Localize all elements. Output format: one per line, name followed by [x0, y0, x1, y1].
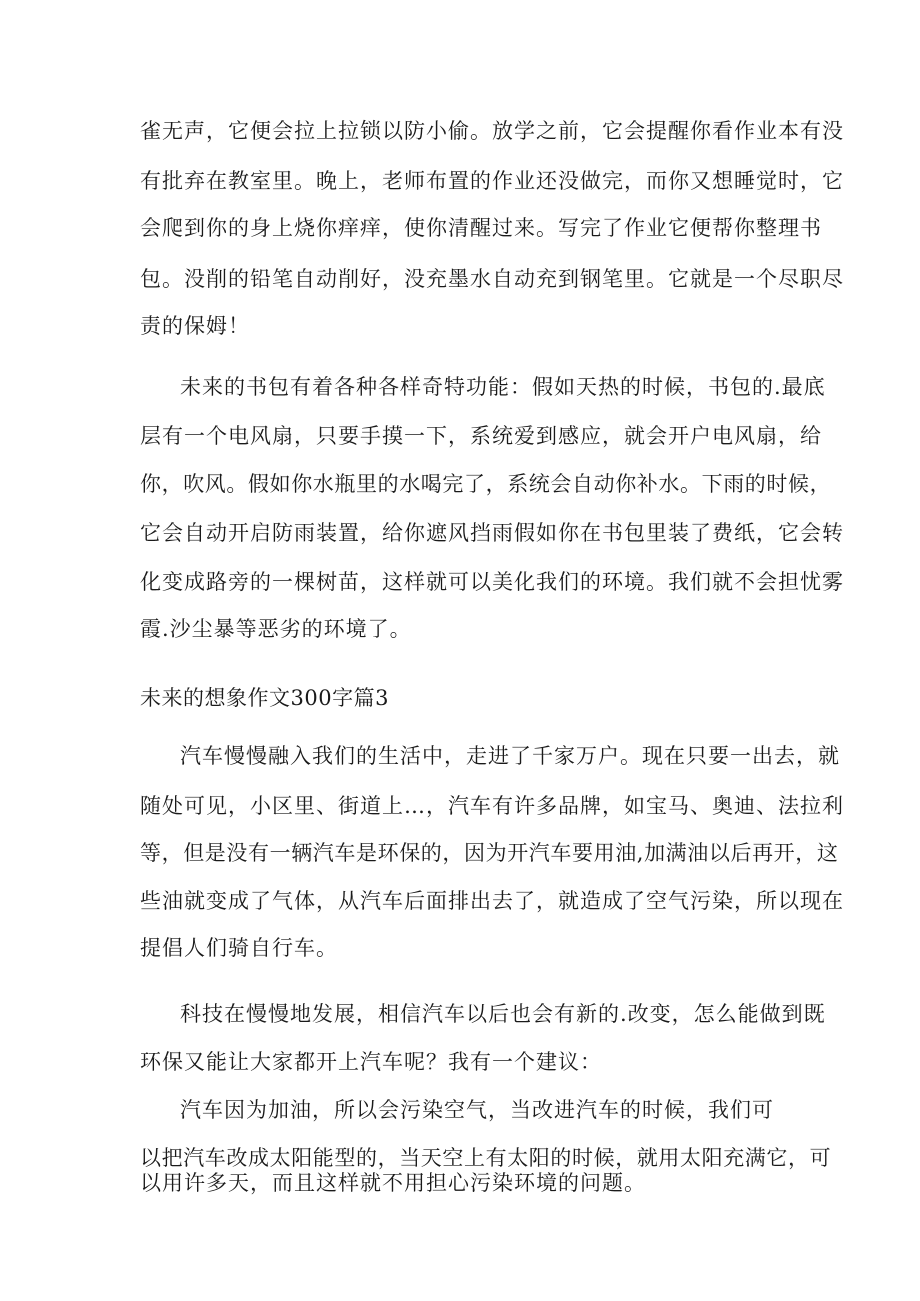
text-line: 化变成路旁的一棵树苗，这样就可以美化我们的环境。我们就不会担忧雾 [140, 570, 844, 594]
text-line: 以用许多天，而且这样就不用担心污染环境的问题。 [140, 1171, 646, 1195]
text-line: 些油就变成了气体，从汽车后面排出去了，就造成了空气污染，所以现在 [140, 889, 844, 913]
text-line: 会爬到你的身上烧你痒痒，使你清醒过来。写完了作业它便帮你整理书 [140, 216, 822, 240]
text-line: 汽车慢慢融入我们的生活中，走进了千家万户。现在只要一出去，就 [180, 744, 840, 768]
text-line: 它会自动开启防雨装置，给你遮风挡雨假如你在书包里装了费纸，它会转 [140, 521, 844, 545]
text-line: 环保又能让大家都开上汽车呢？我有一个建议： [140, 1050, 602, 1074]
text-line: 以把汽车改成太阳能型的，当天空上有太阳的时候，就用太阳充满它，可 [140, 1146, 832, 1170]
text-line: 提倡人们骑自行车。 [140, 936, 338, 960]
text-line: 霞.沙尘暴等恶劣的环境了。 [140, 617, 412, 641]
text-line: 未来的书包有着各种各样奇特功能：假如天热的时候，书包的.最底 [180, 375, 826, 399]
text-line: 有批弃在教室里。晚上，老师布置的作业还没做完，而你又想睡觉时，它 [140, 169, 844, 193]
text-line: 等，但是没有一辆汽车是环保的，因为开汽车要用油,加满油以后再开，这 [140, 841, 839, 865]
text-line: 你，吹风。假如你水瓶里的水喝完了，系统会自动你补水。下雨的时候， [140, 472, 832, 496]
text-line: 汽车因为加油，所以会污染空气，当改进汽车的时候，我们可 [180, 1098, 774, 1122]
text-line: 责的保姆！ [140, 314, 250, 338]
text-line: 科技在慢慢地发展，相信汽车以后也会有新的.改变，怎么能做到既 [180, 1002, 826, 1026]
text-line: 雀无声，它便会拉上拉锁以防小偷。放学之前，它会提醒你看作业本有没 [140, 119, 844, 143]
text-line: 层有一个电风扇，只要手摸一下，系统爱到感应，就会开户电风扇，给 [140, 424, 822, 448]
section-heading: 未来的想象作文300字篇3 [140, 686, 389, 710]
text-line: 包。没削的铅笔自动削好，没充墨水自动充到钢笔里。它就是一个尽职尽 [140, 267, 844, 291]
text-line: 随处可见，小区里、街道上…，汽车有许多品牌，如宝马、奥迪、法拉利 [140, 794, 844, 818]
